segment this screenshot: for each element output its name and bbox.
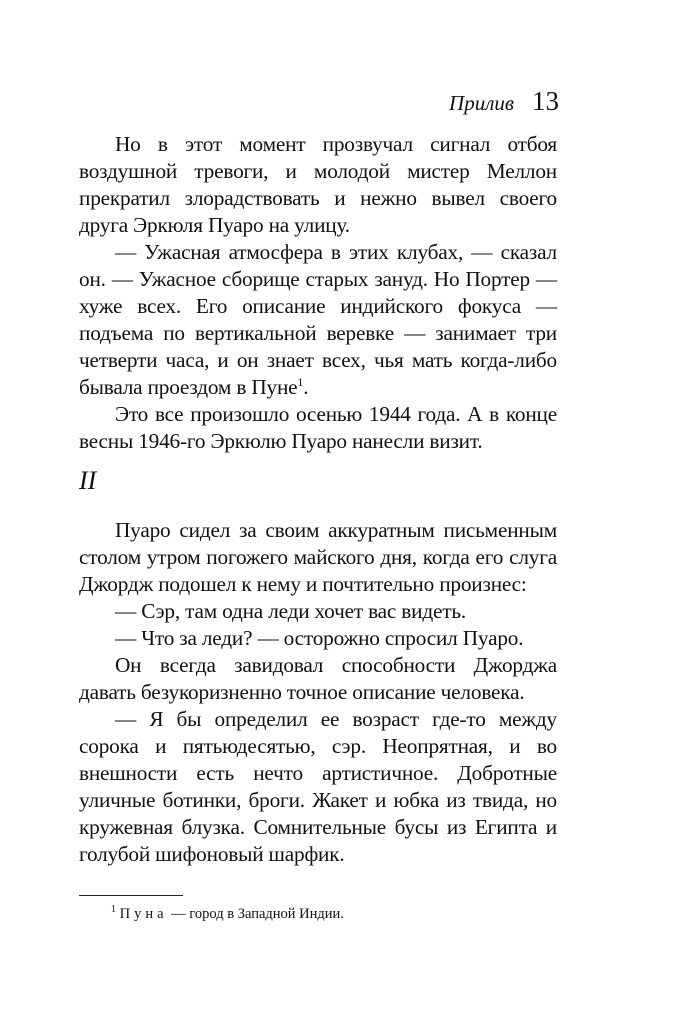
paragraph: Пуаро сидел за своим аккуратным письменным столом утром погожего майского дня, когда его слуга Джордж подошел к нему и почтительно произнес: — [79, 518, 557, 596]
dialogue-line: — Я бы определил ее возраст где-то между сорока и пятьюдесятью, сэр. Неопрятная, и во внешности есть нечто артистичное. Добротные уличные ботинки, броги. Жакет и юбка из твида, но кружевная блузка. Сомнительные бусы из Египта и голубой шифоновый шарфик. — [79, 707, 557, 866]
footnote-divider — [79, 895, 183, 896]
paragraph: Но в этот момент прозвучал сигнал отбоя воздушной тревоги, и молодой мистер Меллон прекратил злорадствовать и нежно вывел своего друга Эркюля Пуаро на улицу. — [79, 132, 557, 237]
dialogue-line: — Что за леди? — осторожно спросил Пуаро. — [115, 626, 524, 650]
running-header — [449, 86, 559, 117]
footnote-term: Пуна — [119, 906, 168, 922]
running-title: Прилив — [449, 91, 514, 115]
text-block-part-1 — [79, 131, 557, 455]
paragraph: Он всегда завидовал способности Джорджа давать безукоризненно точное описание человека. — [79, 653, 557, 704]
footnote-text: — город в Западной Индии. — [167, 906, 344, 922]
footnote-reference: 1 — [297, 374, 304, 389]
paragraph-with-footnote — [79, 239, 557, 401]
text-block-part-2 — [79, 517, 557, 868]
dialogue-line: — Сэр, там одна леди хочет вас видеть. — [115, 599, 466, 623]
paragraph-text: — Ужасная атмосфера в этих клубах, — сказал он. — Ужасное сборище старых зануд. Но Портер — хуже всех. Его описание индийского фокуса — подъема по вертикальной веревке — занимает три четверти часа, и он знает всех, чья мать когда-либо бывала проездом в Пуне — [79, 240, 557, 399]
footnote-marker: 1 — [111, 904, 116, 916]
paragraph: Это все произошло осенью 1944 года. А в конце весны 1946-го Эркюлю Пуаро нанесли визит. — [79, 402, 557, 453]
section-heading: II — [79, 466, 97, 495]
paragraph-end-punctuation: . — [303, 375, 309, 399]
footnote — [111, 905, 344, 923]
page-number: 13 — [532, 86, 559, 116]
